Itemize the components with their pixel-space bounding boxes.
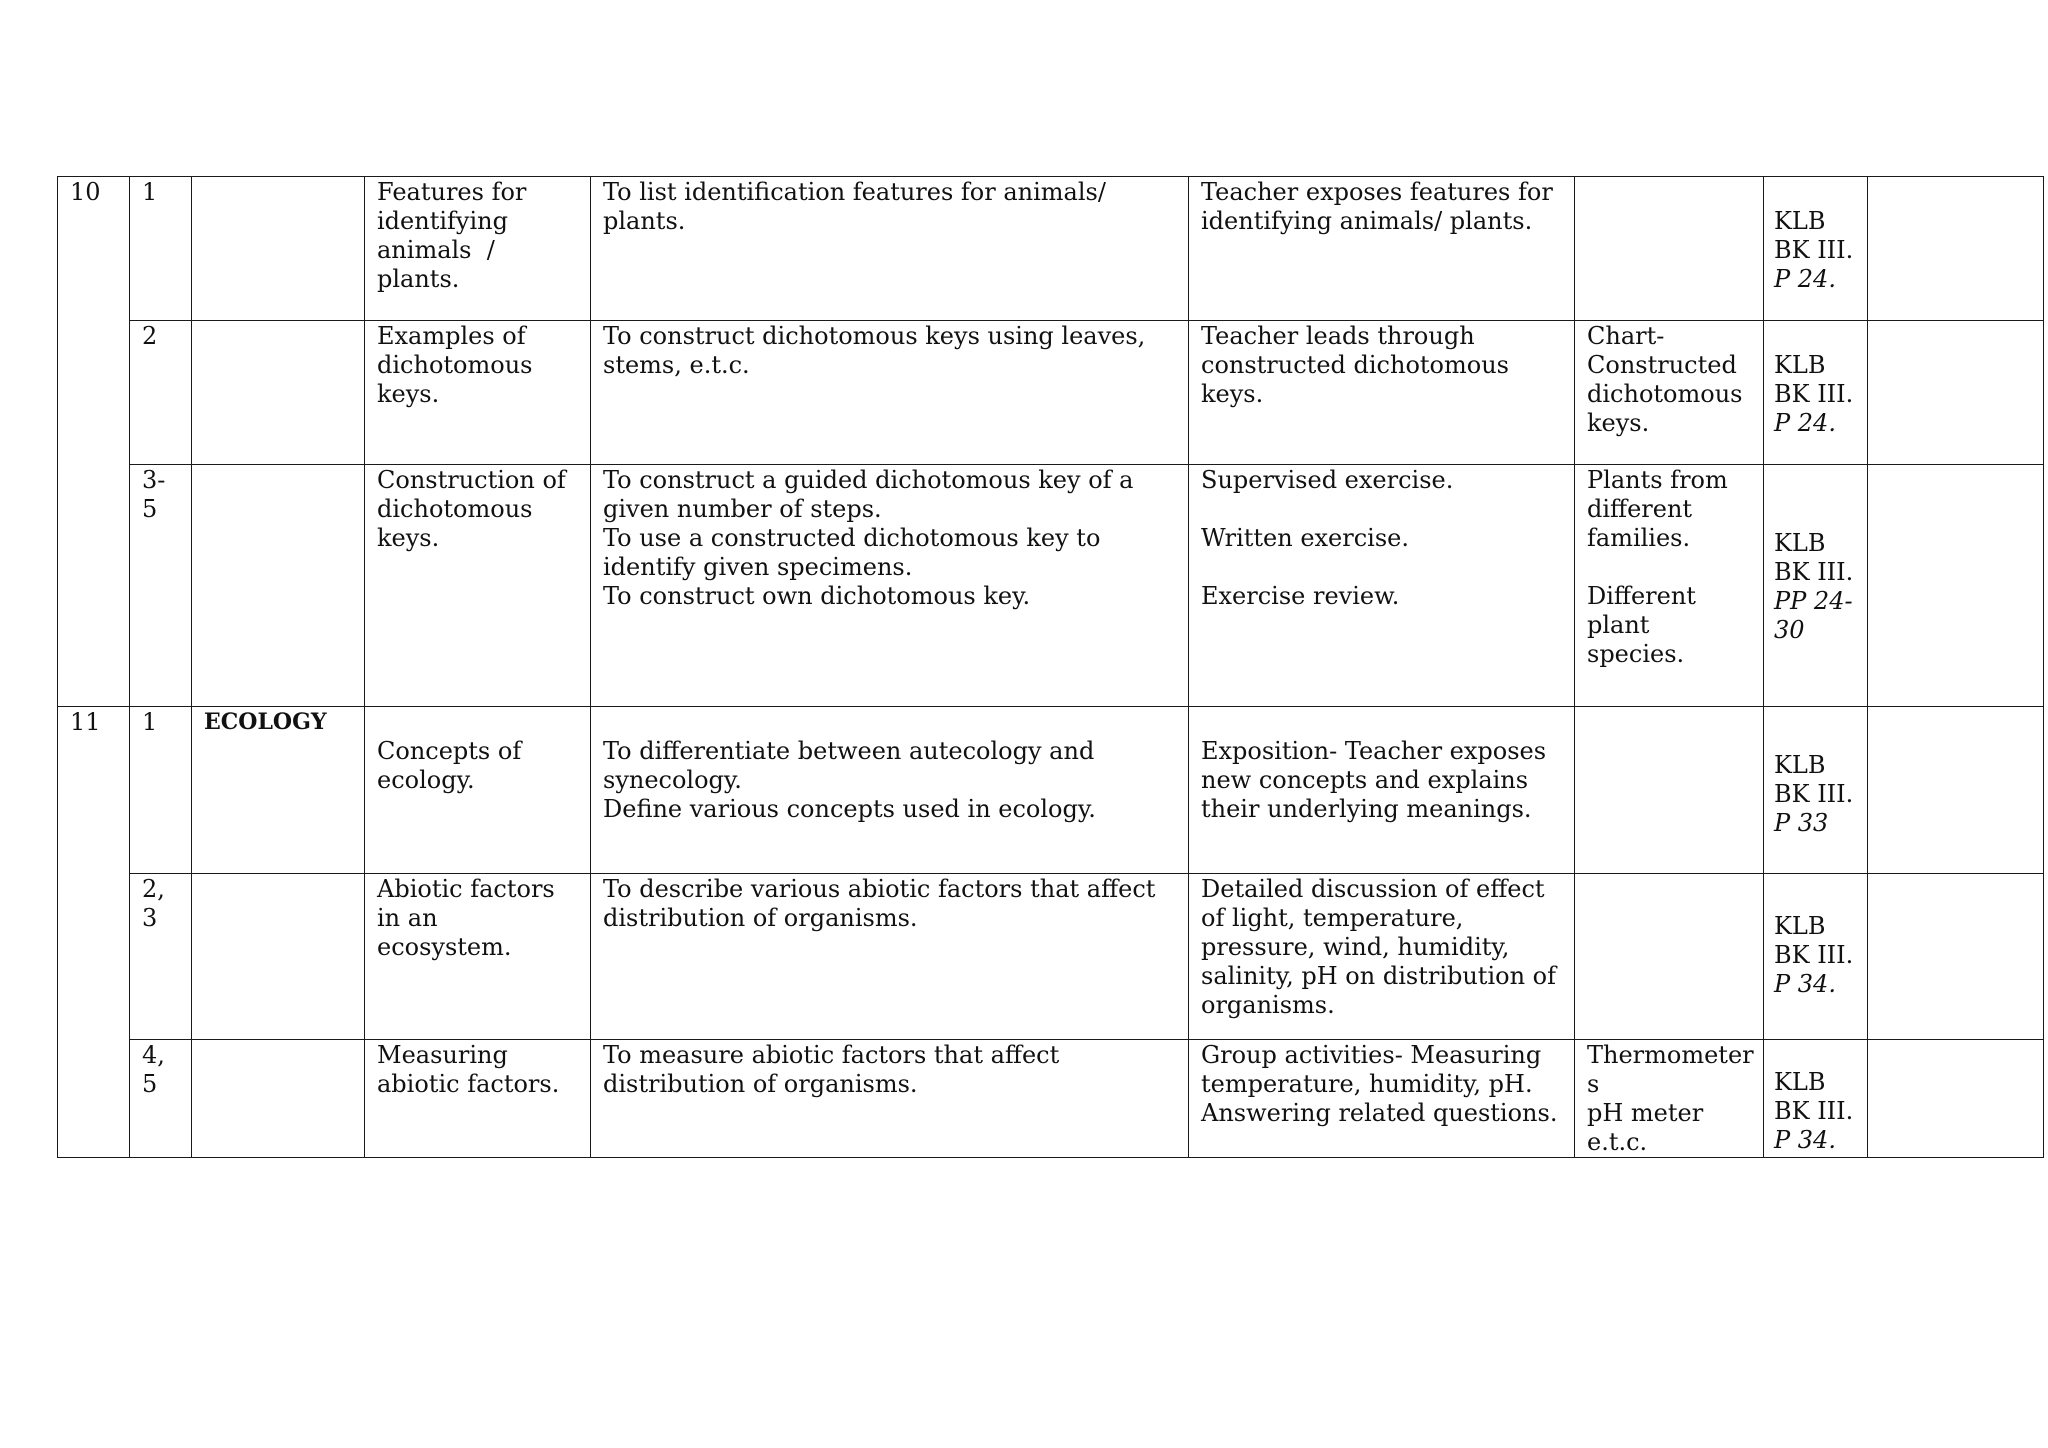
reference-cell: KLB BK III. P 34. (1764, 1040, 1868, 1158)
activities-cell: Supervised exercise. Written exercise. Exercise review. (1189, 465, 1575, 707)
lesson-cell: 2 (130, 321, 192, 465)
reference-cell: KLB BK III. P 34. (1764, 874, 1868, 1040)
activities-cell: Teacher exposes features for identifying animals/ plants. (1189, 177, 1575, 321)
reference-cell: KLB BK III. PP 24- 30 (1764, 465, 1868, 707)
remarks-cell (1868, 321, 2044, 465)
objectives-cell: To differentiate between autecology and synecology. Define various concepts used in ecology. (591, 707, 1189, 874)
objectives-cell: To construct dichotomous keys using leaves, stems, e.t.c. (591, 321, 1189, 465)
remarks-cell (1868, 465, 2044, 707)
topic-cell (192, 321, 365, 465)
week-cell: 11 (58, 707, 130, 1158)
resources-cell: Chart- Constructed dichotomous keys. (1575, 321, 1764, 465)
table-row (58, 177, 2044, 321)
lesson-cell: 1 (130, 707, 192, 874)
topic-cell (192, 465, 365, 707)
subtopic-cell: Construction of dichotomous keys. (365, 465, 591, 707)
activities-cell: Exposition- Teacher exposes new concepts and explains their underlying meanings. (1189, 707, 1575, 874)
subtopic-cell: Abiotic factors in an ecosystem. (365, 874, 591, 1040)
resources-cell (1575, 177, 1764, 321)
table-row (58, 1040, 2044, 1158)
lesson-cell: 3- 5 (130, 465, 192, 707)
reference-cell: KLB BK III. P 33 (1764, 707, 1868, 874)
remarks-cell (1868, 874, 2044, 1040)
resources-cell: Plants from different families. Different plant species. (1575, 465, 1764, 707)
objectives-cell: To describe various abiotic factors that affect distribution of organisms. (591, 874, 1189, 1040)
table-row (58, 707, 2044, 874)
table-row (58, 465, 2044, 707)
lesson-cell: 1 (130, 177, 192, 321)
resources-cell (1575, 707, 1764, 874)
remarks-cell (1868, 707, 2044, 874)
remarks-cell (1868, 1040, 2044, 1158)
subtopic-cell: Measuring abiotic factors. (365, 1040, 591, 1158)
resources-cell: Thermometer s pH meter e.t.c. (1575, 1040, 1764, 1158)
subtopic-cell: Features for identifying animals / plants. (365, 177, 591, 321)
objectives-cell: To list identification features for animals/ plants. (591, 177, 1189, 321)
activities-cell: Group activities- Measuring temperature, humidity, pH. Answering related questions. (1189, 1040, 1575, 1158)
lesson-cell: 2, 3 (130, 874, 192, 1040)
resources-cell (1575, 874, 1764, 1040)
topic-cell (192, 1040, 365, 1158)
table-row (58, 874, 2044, 1040)
table-body (58, 177, 2044, 1158)
reference-cell: KLB BK III. P 24. (1764, 177, 1868, 321)
objectives-cell: To construct a guided dichotomous key of a given number of steps. To use a constructed dichotomous key to identify given specimens. To construct own dichotomous key. (591, 465, 1189, 707)
activities-cell: Teacher leads through constructed dichotomous keys. (1189, 321, 1575, 465)
topic-heading: ECOLOGY (204, 709, 327, 735)
subtopic-cell: Examples of dichotomous keys. (365, 321, 591, 465)
objectives-cell: To measure abiotic factors that affect distribution of organisms. (591, 1040, 1189, 1158)
scheme-of-work-table (57, 176, 2044, 1158)
topic-cell (192, 874, 365, 1040)
topic-cell (192, 707, 365, 874)
topic-cell (192, 177, 365, 321)
lesson-cell: 4, 5 (130, 1040, 192, 1158)
subtopic-cell: Concepts of ecology. (365, 707, 591, 874)
remarks-cell (1868, 177, 2044, 321)
table-row (58, 321, 2044, 465)
reference-cell: KLB BK III. P 24. (1764, 321, 1868, 465)
week-cell: 10 (58, 177, 130, 707)
activities-cell: Detailed discussion of effect of light, temperature, pressure, wind, humidity, salinity, pH on distribution of organisms. (1189, 874, 1575, 1040)
